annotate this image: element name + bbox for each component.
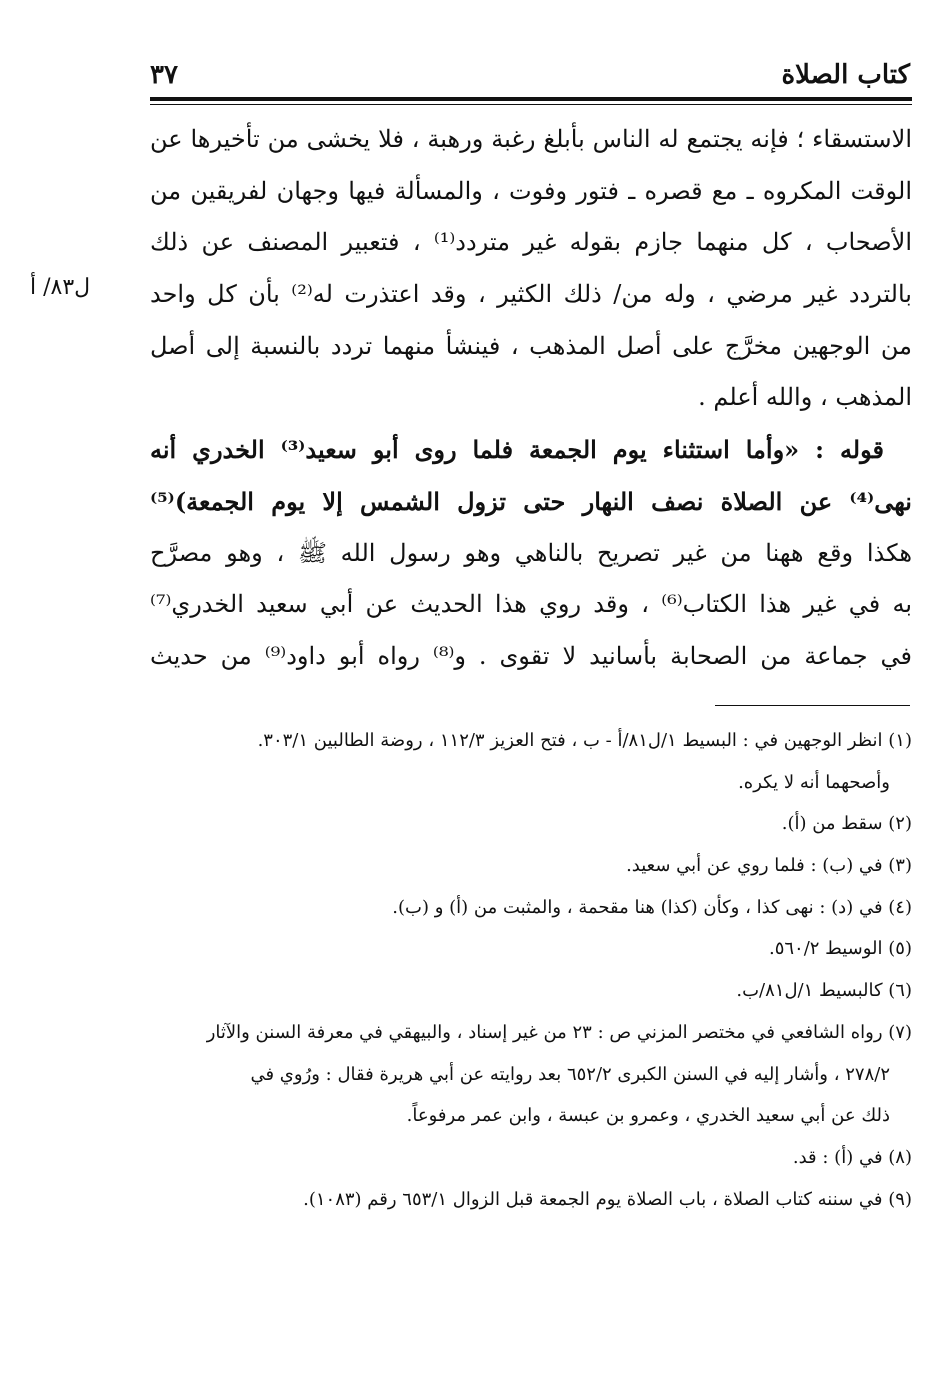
footnote: (٦) كالبسيط ١/ل٨١/ب.: [736, 980, 912, 1002]
footnote: (٤) في (د) : نهى كذا ، وكأن (كذا) هنا مقحمة ، والمثبت من (أ) و (ب).: [392, 896, 912, 918]
quoted-text-line: نهى⁽⁴⁾ عن الصلاة نصف النهار حتى تزول الشمس إلا يوم الجمعة)⁽⁵⁾: [150, 486, 912, 516]
footnote: (٨) في (أ) : قد.: [792, 1146, 912, 1168]
footnote-continuation: وأصحهما أنه لا يكره.: [738, 771, 890, 793]
text-line: المذهب ، والله أعلم .: [698, 383, 912, 412]
footnote-continuation: ذلك عن أبي سعيد الخدري ، وعمرو بن عبسة ، وابن عمر مرفوعاً.: [406, 1105, 890, 1127]
text-line: به في غير هذا الكتاب⁽⁶⁾ ، وقد روي هذا الحديث عن أبي سعيد الخدري⁽⁷⁾: [150, 590, 912, 619]
text-line: بالتردد غير مرضي ، وله من/ ذلك الكثير ، وقد اعتذرت له⁽²⁾ بأن كل واحد: [150, 280, 912, 309]
header-rule-thick: [150, 97, 912, 101]
footnote: (٥) الوسيط ٥٦٠/٢.: [768, 938, 912, 960]
footnote: (٢) سقط من (أ).: [781, 813, 912, 835]
page-number: ٣٧: [150, 60, 178, 90]
text-line: الوقت المكروه ـ مع قصره ـ فتور وفوت ، والمسألة فيها وجهان لفريقين من: [150, 176, 912, 205]
page-header: [150, 60, 910, 96]
quoted-text-line: قوله : «وأما استثناء يوم الجمعة فلما روى أبو سعيد⁽³⁾ الخدري أنه: [150, 435, 884, 465]
footnote: (١) انظر الوجهين في : البسيط ١/ل٨١/أ - ب ، فتح العزيز ١١٢/٣ ، روضة الطالبين ٣٠٣/١.: [257, 730, 912, 751]
main-text: [150, 114, 912, 683]
footnote: (٣) في (ب) : فلما روي عن أبي سعيد.: [626, 855, 912, 877]
manuscript-folio-marker: ل٨٣/ أ: [30, 275, 91, 300]
running-title: كتاب الصلاة: [781, 60, 910, 90]
footnote: (٩) في سننه كتاب الصلاة ، باب الصلاة يوم الجمعة قبل الزوال ٦٥٣/١ رقم (١٠٨٣).: [303, 1188, 912, 1210]
footnote-separator: [715, 705, 910, 706]
footnote: (٧) رواه الشافعي في مختصر المزني ص : ٢٣ من غير إسناد ، والبيهقي في معرفة السنن والآثار: [206, 1021, 912, 1043]
text-line: الاستسقاء ؛ فإنه يجتمع له الناس بأبلغ رغبة ورهبة ، فلا يخشى من تأخيرها عن: [150, 125, 912, 153]
header-rule-thin: [150, 104, 912, 105]
text-line: الأصحاب ، كل منهما جازم بقوله غير متردد⁽¹⁾ ، فتعبير المصنف عن ذلك: [150, 228, 912, 257]
footnote-continuation: ٢٧٨/٢ ، وأشار إليه في السنن الكبرى ٦٥٢/٢ بعد روايته عن أبي هريرة فقال : ورُوي في: [250, 1063, 890, 1085]
text-line: من الوجهين مخرَّج على أصل المذهب ، فينشأ منهما تردد بالنسبة إلى أصل: [150, 331, 912, 360]
text-line: هكذا وقع ههنا من غير تصريح بالناهي وهو رسول الله ﷺ ، وهو مصرَّح: [150, 538, 912, 567]
text-line: في جماعة من الصحابة بأسانيد لا تقوى . و⁽⁸⁾ رواه أبو داود⁽⁹⁾ من حديث: [150, 641, 912, 670]
footnotes: [150, 720, 912, 1220]
